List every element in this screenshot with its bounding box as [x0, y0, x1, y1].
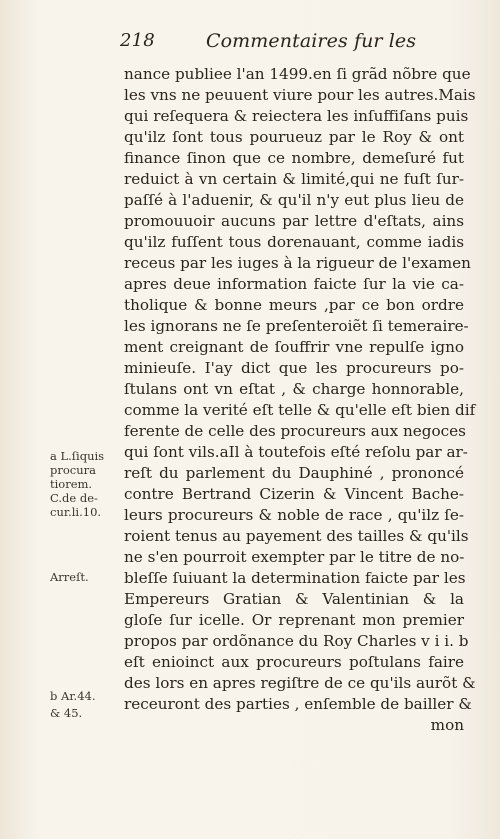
- margin-note-line: & 45.: [50, 706, 83, 720]
- margin-note-line: b Ar.44.: [50, 689, 96, 703]
- text-line: receuront des parties , enſemble de bailler &: [124, 695, 472, 713]
- text-line: comme la verité eſt telle & qu'elle eſt bien dif: [124, 401, 476, 419]
- margin-note-citation-b: [50, 689, 120, 703]
- margin-note-line: a L.ſiquis: [50, 449, 105, 463]
- text-line: ſtulans ont vn eſtat , & charge honnorable,: [124, 380, 464, 398]
- text-line: minieuſe. I'ay dict que les procureurs po-: [124, 359, 464, 377]
- text-line: eſt enioinct aux procureurs poſtulans faire: [124, 653, 464, 671]
- margin-note-line: cur.li.10.: [50, 505, 102, 519]
- text-line: ment creignant de ſouffrir vne repulſe igno: [124, 338, 464, 356]
- text-line: tholique & bonne meurs ,par ce bon ordre: [124, 296, 464, 314]
- text-line: apres deue information faicte ſur la vie ca-: [124, 275, 464, 293]
- text-line: promouuoir aucuns par lettre d'eſtats, ains: [124, 212, 464, 230]
- text-line: ferente de celle des procureurs aux negoces: [124, 422, 466, 440]
- text-line-catchword: mon: [430, 716, 464, 734]
- text-line: reduict à vn certain & limité,qui ne fuſt ſur-: [124, 170, 464, 188]
- text-line: leurs procureurs & noble de race , qu'ilz ſe-: [124, 506, 464, 524]
- text-line: paſſé à l'aduenir, & qu'il n'y eut plus lieu de: [124, 191, 464, 209]
- text-line: bleſſe ſuiuant la determination faicte par les: [124, 569, 466, 587]
- margin-note-line: C.de de-: [50, 491, 98, 505]
- margin-note-line: tiorem.: [50, 477, 93, 491]
- text-line: les vns ne peuuent viure pour les autres.Mais: [124, 86, 476, 104]
- text-line: qui reſequera & reiectera les inſuffiſans puis: [124, 107, 469, 125]
- main-text-block: [124, 64, 476, 736]
- text-line: Empereurs Gratian & Valentinian & la: [124, 590, 464, 608]
- text-line: reſt du parlement du Dauphiné , prononcé: [124, 464, 464, 482]
- margin-note-line: procura: [50, 463, 96, 477]
- text-line: propos par ordõnance du Roy Charles v i i. b: [124, 632, 469, 650]
- margin-note-citation-c: [50, 706, 120, 720]
- text-line: qu'ilz fuſſent tous dorenauant, comme iadis: [124, 233, 464, 251]
- text-line: receus par les iuges à la rigueur de l'examen: [124, 254, 471, 272]
- text-line: les ignorans ne ſe preſenteroiẽt ſi temeraire-: [124, 317, 469, 335]
- text-line: qu'ilz ſont tous pourueuz par le Roy & ont: [124, 128, 464, 146]
- text-line: des lors en apres regiſtre de ce qu'ils aurõt &: [124, 674, 476, 692]
- text-line: ne s'en pourroit exempter par le titre de no-: [124, 548, 465, 566]
- text-line: roient tenus au payement des tailles & qu'ils: [124, 527, 469, 545]
- margin-note-arrest: [50, 570, 120, 584]
- page-header: [0, 30, 500, 56]
- text-line: gloſe ſur icelle. Or reprenant mon premier: [124, 611, 464, 629]
- page-number: 218: [120, 30, 155, 51]
- running-head: Commentaires fur les: [206, 30, 417, 52]
- text-line: nance publiee l'an 1499.en ſi grãd nõbre que: [124, 65, 471, 83]
- text-line: qui ſont vils.aIl à toutefois eſté reſolu par ar-: [124, 443, 468, 461]
- text-line: finance ſinon que ce nombre, demeſuré fut: [124, 149, 464, 167]
- text-line: contre Bertrand Cizerin & Vincent Bache-: [124, 485, 464, 503]
- margin-note-citation-a: [50, 449, 120, 519]
- margin-note-line: Arreſt.: [50, 570, 89, 584]
